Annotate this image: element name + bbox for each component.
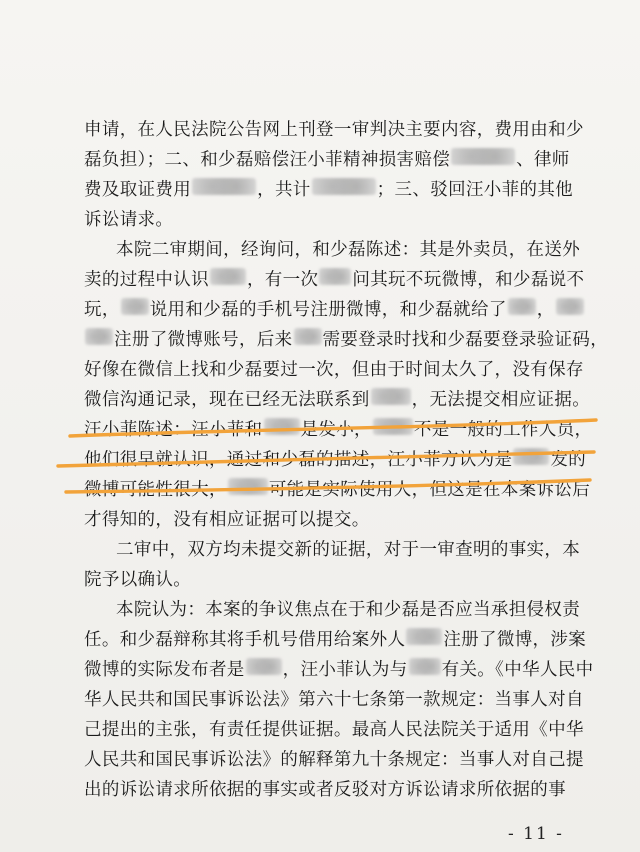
redacted-block bbox=[371, 388, 411, 405]
text-line bbox=[84, 627, 604, 653]
text-segment: 磊负担）；二、和少磊赔偿汪小菲精神损害赔偿 bbox=[84, 150, 451, 170]
text-segment: ，共计 bbox=[257, 180, 311, 200]
text-line bbox=[84, 777, 604, 803]
text-segment: ，无法提交相应证据。 bbox=[411, 390, 591, 410]
redacted-block bbox=[319, 268, 351, 285]
text-segment: 、律师 bbox=[516, 150, 570, 170]
text-segment: 问其玩不玩微博，和少磊说不 bbox=[352, 270, 585, 290]
text-segment: 诉讼请求。 bbox=[84, 210, 174, 230]
text-segment: 需要登录时找和少磊要登录验证码， bbox=[322, 330, 609, 350]
redacted-block bbox=[85, 328, 113, 345]
redacted-block bbox=[513, 448, 549, 465]
redacted-block bbox=[264, 418, 300, 435]
redacted-block bbox=[121, 298, 149, 315]
text-segment: 好像在微信上找和少磊要过一次，但由于时间太久了，没有保存 bbox=[84, 360, 584, 380]
text-line bbox=[84, 117, 604, 143]
text-line bbox=[84, 747, 604, 773]
text-segment: 玩， bbox=[84, 300, 120, 320]
text-segment: 人民共和国民事诉讼法》的解释第九十条规定：当事人对自己提 bbox=[84, 750, 584, 770]
text-segment: 注册了微博，涉案 bbox=[443, 630, 587, 650]
text-line bbox=[84, 657, 604, 683]
text-line bbox=[84, 687, 604, 713]
redacted-block bbox=[451, 148, 515, 165]
redacted-block bbox=[228, 478, 268, 495]
text-line bbox=[84, 447, 604, 473]
page-number: - 11 - bbox=[508, 824, 564, 844]
text-segment: ；三、驳回汪小菲的其他 bbox=[376, 180, 574, 200]
redacted-block bbox=[556, 298, 584, 315]
text-line bbox=[84, 507, 604, 533]
redacted-block bbox=[409, 658, 441, 675]
redacted-block bbox=[294, 328, 322, 345]
text-line bbox=[84, 417, 604, 443]
text-segment: 说用和少磊的手机号注册微博，和少磊就给了 bbox=[149, 300, 507, 320]
text-segment: 注册了微博账号，后来 bbox=[114, 330, 293, 350]
text-line bbox=[84, 357, 604, 383]
text-line bbox=[84, 267, 604, 293]
text-segment: 任。和少磊辩称其将手机号借用给案外人 bbox=[84, 630, 406, 650]
text-segment: 才得知的，没有相应证据可以提交。 bbox=[84, 510, 370, 530]
text-segment: 不是一般的工作人员， bbox=[413, 420, 593, 440]
text-segment: ，有一次 bbox=[246, 270, 319, 290]
text-segment: 是发小， bbox=[300, 420, 372, 440]
text-segment: 微博的实际发布者是 bbox=[84, 660, 245, 680]
text-line bbox=[84, 177, 604, 203]
text-segment: 发的 bbox=[550, 450, 587, 470]
text-segment: 微信沟通记录，现在已经无法联系到 bbox=[84, 390, 370, 410]
text-segment: 出的诉讼请求所依据的事实或者反驳对方诉讼请求所依据的事 bbox=[84, 780, 566, 800]
text-segment: 二审中，双方均未提交新的证据，对于一审查明的事实，本 bbox=[116, 540, 581, 560]
text-segment: 卖的过程中认识 bbox=[84, 270, 209, 290]
text-segment: 费及取证费用 bbox=[84, 180, 192, 200]
text-line bbox=[84, 567, 604, 593]
text-line bbox=[84, 297, 604, 323]
text-segment: 他们很早就认识，通过和少磊的描述，汪小菲方认为是 bbox=[84, 450, 513, 470]
text-segment: 本院认为：本案的争议焦点在于和少磊是否应当承担侵权责 bbox=[116, 600, 581, 620]
text-line bbox=[84, 387, 604, 413]
redacted-block bbox=[246, 658, 282, 675]
redacted-block bbox=[192, 178, 256, 195]
text-line bbox=[116, 237, 636, 263]
redacted-block bbox=[406, 628, 442, 645]
text-segment: 华人民共和国民事诉讼法》第六十七条第一款规定：当事人对自 bbox=[84, 690, 584, 710]
text-line bbox=[84, 327, 609, 353]
redacted-block bbox=[210, 268, 246, 285]
text-segment: 微博可能性很大， bbox=[84, 480, 227, 500]
redacted-block bbox=[312, 178, 376, 195]
redacted-block bbox=[373, 418, 413, 435]
redacted-block bbox=[508, 298, 536, 315]
text-segment: 有关。《中华人民中 bbox=[441, 660, 594, 680]
text-line bbox=[116, 597, 636, 623]
text-segment: 汪小菲陈述：汪小菲和 bbox=[84, 420, 263, 440]
text-segment: 申请，在人民法院公告网上刊登一审判决主要内容，费用由和少 bbox=[84, 120, 584, 140]
text-segment: 本院二审期间，经询问，和少磊陈述：其是外卖员，在送外 bbox=[116, 240, 581, 260]
text-segment: ，汪小菲认为与 bbox=[282, 660, 408, 680]
text-line bbox=[84, 147, 604, 173]
text-segment: 可能是实际使用人，但这是在本案诉讼后 bbox=[268, 480, 591, 500]
text-segment: ， bbox=[536, 300, 555, 320]
text-line bbox=[84, 717, 604, 743]
text-line bbox=[84, 477, 604, 503]
text-line bbox=[84, 207, 604, 233]
text-line bbox=[116, 537, 636, 563]
text-segment: 己提出的主张，有责任提供证据。最高人民法院关于适用《中华 bbox=[84, 720, 584, 740]
text-segment: 院予以确认。 bbox=[84, 570, 192, 590]
